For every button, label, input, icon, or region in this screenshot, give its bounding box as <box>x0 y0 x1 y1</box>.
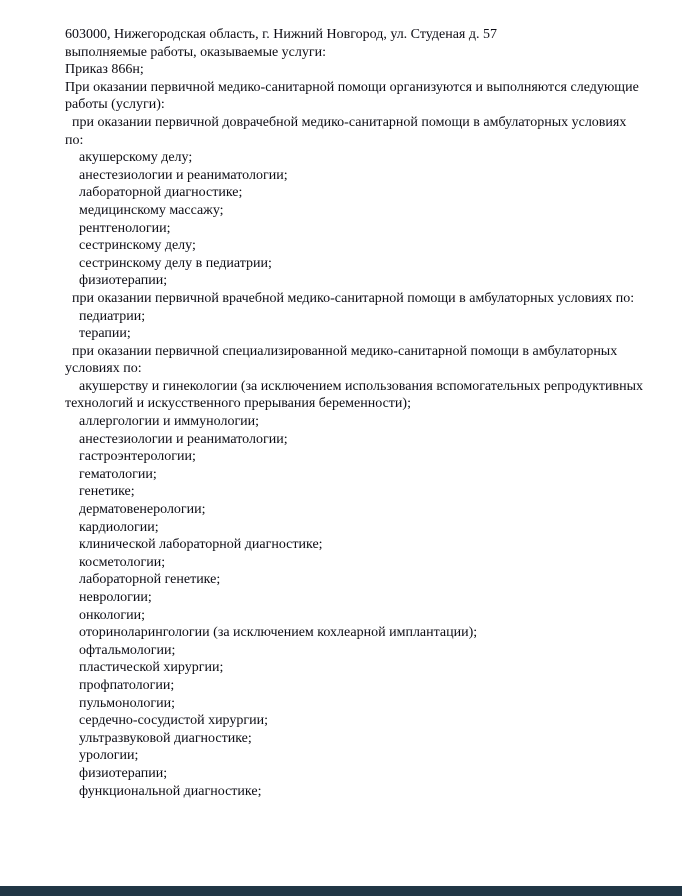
document-line: при оказании первичной специализированной медико-санитарной помощи в амбулаторных <box>72 343 618 359</box>
document-line: онкологии; <box>79 607 146 623</box>
document-body <box>65 26 668 800</box>
document-line: терапии; <box>79 326 131 342</box>
document-line: по: <box>65 132 84 148</box>
document-line: работы (услуги): <box>65 97 165 113</box>
document-line: сестринскому делу в педиатрии; <box>79 255 272 271</box>
document-line: медицинскому массажу; <box>79 202 224 218</box>
document-line: Приказ 866н; <box>65 62 144 78</box>
document-line: физиотерапии; <box>79 765 168 781</box>
document-line: косметологии; <box>79 554 166 570</box>
document-line: сестринскому делу; <box>79 238 196 254</box>
document-line: рентгенологии; <box>79 220 171 236</box>
document-line: при оказании первичной доврачебной медико-санитарной помощи в амбулаторных условиях <box>72 114 627 130</box>
document-line: анестезиологии и реаниматологии; <box>79 167 288 183</box>
document-line: педиатрии; <box>79 308 146 324</box>
document-line: аллергологии и иммунологии; <box>79 414 260 430</box>
document-line: 603000, Нижегородская область, г. Нижний Новгород, ул. Студеная д. 57 <box>65 27 497 42</box>
document-line: ультразвуковой диагностике; <box>79 730 252 746</box>
document-line: пульмонологии; <box>79 695 176 711</box>
document-line: клинической лабораторной диагностике; <box>79 537 323 553</box>
document-line: выполняемые работы, оказываемые услуги: <box>65 44 327 60</box>
document-line: акушерству и гинекологии (за исключением использования вспомогательных репродуктивных <box>79 378 644 394</box>
document-line: анестезиологии и реаниматологии; <box>79 431 288 447</box>
document-line: функциональной диагностике; <box>79 783 262 799</box>
document-line: кардиологии; <box>79 519 159 535</box>
document-line: физиотерапии; <box>79 273 168 289</box>
document-line: сердечно-сосудистой хирургии; <box>79 713 268 729</box>
document-line: неврологии; <box>79 590 152 605</box>
document-line: дерматовенерологии; <box>79 502 206 518</box>
document-line: при оказании первичной врачебной медико-санитарной помощи в амбулаторных условиях по: <box>72 290 635 306</box>
document-line: лабораторной генетике; <box>79 572 221 588</box>
document-line: генетике; <box>79 484 135 500</box>
document-line: При оказании первичной медико-санитарной помощи организуются и выполняются следующие <box>65 79 639 95</box>
document-line: гастроэнтерологии; <box>79 449 196 465</box>
document-line: урологии; <box>79 748 139 764</box>
document-line: лабораторной диагностике; <box>79 185 243 201</box>
document-line: оториноларингологии (за исключением кохлеарной имплантации); <box>79 625 478 641</box>
document-line: офтальмологии; <box>79 642 176 658</box>
document-line: профпатологии; <box>79 677 175 693</box>
document-line: гематологии; <box>79 466 157 482</box>
document-line: акушерскому делу; <box>79 150 193 166</box>
document-line: условиях по: <box>65 361 142 377</box>
document-line: пластической хирургии; <box>79 660 224 676</box>
footer-bar <box>0 886 682 896</box>
document-line: технологий и искусственного прерывания беременности); <box>65 396 411 412</box>
